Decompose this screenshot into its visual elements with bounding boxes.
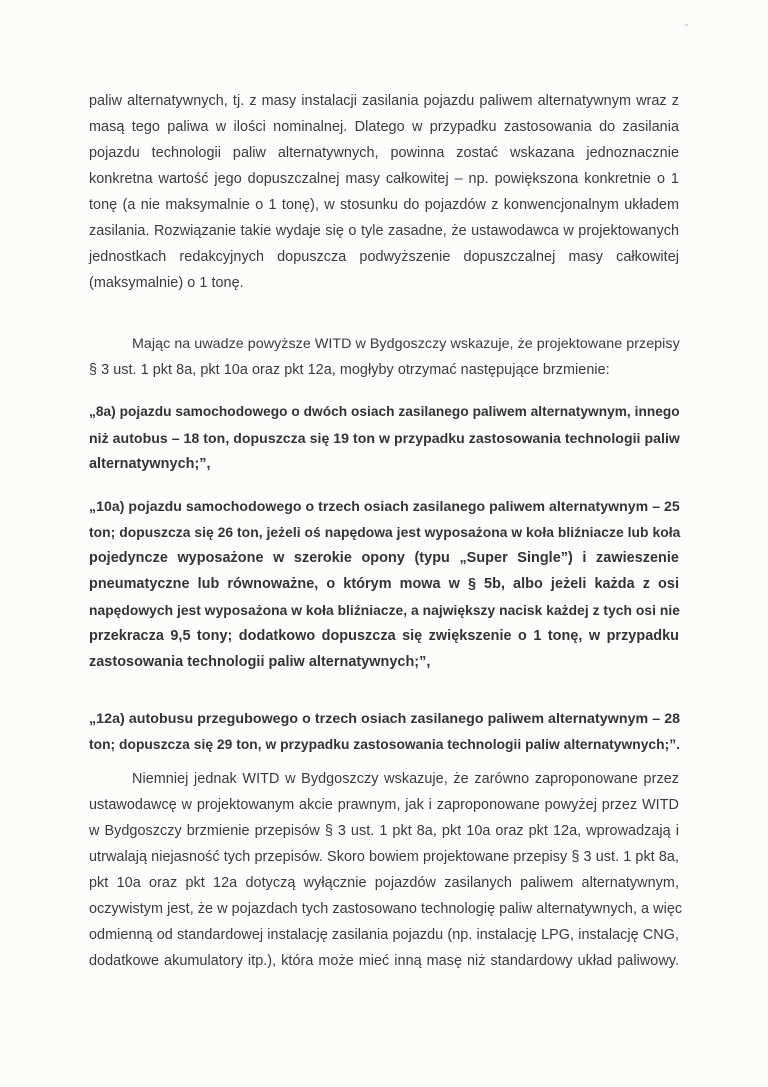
text-line: napędowych jest wyposażona w koła bliźniacze, a największy nacisk każdej z tych osi nie	[89, 602, 680, 618]
text-line: Niemniej jednak WITD w Bydgoszczy wskazuje, że zarówno zaproponowane przez	[132, 771, 679, 787]
text-line: konkretna wartość jego dopuszczalnej masy całkowitej – np. powiększona konkretnie o 1	[89, 171, 679, 187]
text-line: odmienną od standardowej instalację zasilania pojazdu (np. instalację LPG, instalację CNG,	[89, 927, 679, 943]
text-line: utrwalają niejasność tych przepisów. Skoro bowiem projektowane przepisy § 3 ust. 1 pkt 8a,	[89, 849, 679, 865]
text-line: § 3 ust. 1 pkt 8a, pkt 10a oraz pkt 12a, mogłyby otrzymać następujące brzmienie:	[89, 362, 610, 378]
quote-10a	[89, 493, 679, 675]
text-line: pneumatyczne lub równoważne, o którym mowa w § 5b, albo jeżeli każda z osi	[89, 576, 679, 592]
text-line: pkt 10a oraz pkt 12a dotyczą wyłącznie pojazdów zasilanych paliwem alternatywnym,	[89, 875, 679, 891]
paragraph-3	[89, 766, 683, 974]
text-line: „8a) pojazdu samochodowego o dwóch osiach zasilanego paliwem alternatywnym, innego	[89, 404, 680, 419]
text-line: ustawodawcę w projektowanym akcie prawnym, jak i zaproponowane powyżej przez WITD	[89, 797, 679, 813]
text-line: zastosowania technologii paliw alternatywnych;”,	[89, 654, 431, 670]
text-line: przekracza 9,5 tony; dodatkowo dopuszcza się zwiększenie o 1 tonę, w przypadku	[89, 628, 679, 644]
text-line: ton; dopuszcza się 29 ton, w przypadku zastosowania technologii paliw alternatywnych;”.	[89, 737, 681, 752]
scan-artifact	[685, 24, 688, 26]
text-line: masą tego paliwa w ilości nominalnej. Dlatego w przypadku zastosowania do zasilania	[89, 119, 679, 135]
text-line: pojedyncze wyposażone w szerokie opony (typu „Super Single”) i zawieszenie	[89, 550, 679, 566]
text-line: niż autobus – 18 ton, dopuszcza się 19 ton w przypadku zastosowania technologii paliw	[89, 430, 680, 446]
paragraph-2	[89, 331, 679, 383]
text-line: tonę (a nie maksymalnie o 1 tonę), w stosunku do pojazdów z konwencjonalnym układem	[89, 197, 679, 213]
text-line: w Bydgoszczy brzmienie przepisów § 3 ust. 1 pkt 8a, pkt 10a oraz pkt 12a, wprowadzają i	[89, 823, 679, 839]
text-line: paliw alternatywnych, tj. z masy instalacji zasilania pojazdu paliwem alternatywnym wraz z	[89, 93, 679, 109]
text-line: alternatywnych;”,	[89, 456, 211, 472]
quote-12a	[89, 706, 679, 758]
text-line: zasilania. Rozwiązanie takie wydaje się o tyle zasadne, że ustawodawca w projektowanych	[89, 223, 679, 239]
text-line: (maksymalnie) o 1 tonę.	[89, 275, 244, 291]
text-line: oczywistym jest, że w pojazdach tych zastosowano technologię paliw alternatywnych, a więc	[89, 901, 683, 917]
paragraph-1	[89, 88, 679, 296]
text-line: „10a) pojazdu samochodowego o trzech osiach zasilanego paliwem alternatywnym – 25	[89, 498, 680, 514]
text-line: „12a) autobusu przegubowego o trzech osiach zasilanego paliwem alternatywnym – 28	[89, 711, 681, 727]
text-line: dodatkowe akumulatory itp.), która może mieć inną masę niż standardowy układ paliwowy.	[89, 953, 679, 969]
text-line: Mając na uwadze powyższe WITD w Bydgoszczy wskazuje, że projektowane przepisy	[132, 336, 680, 352]
text-line: jednostkach redakcyjnych dopuszcza podwyższenie dopuszczalnej masy całkowitej	[89, 249, 679, 265]
text-line: ton; dopuszcza się 26 ton, jeżeli oś napędowa jest wyposażona w koła bliźniacze lub koła	[89, 524, 681, 540]
text-line: pojazdu technologii paliw alternatywnych, powinna zostać wskazana jednoznacznie	[89, 145, 679, 161]
quote-8a	[89, 399, 679, 477]
